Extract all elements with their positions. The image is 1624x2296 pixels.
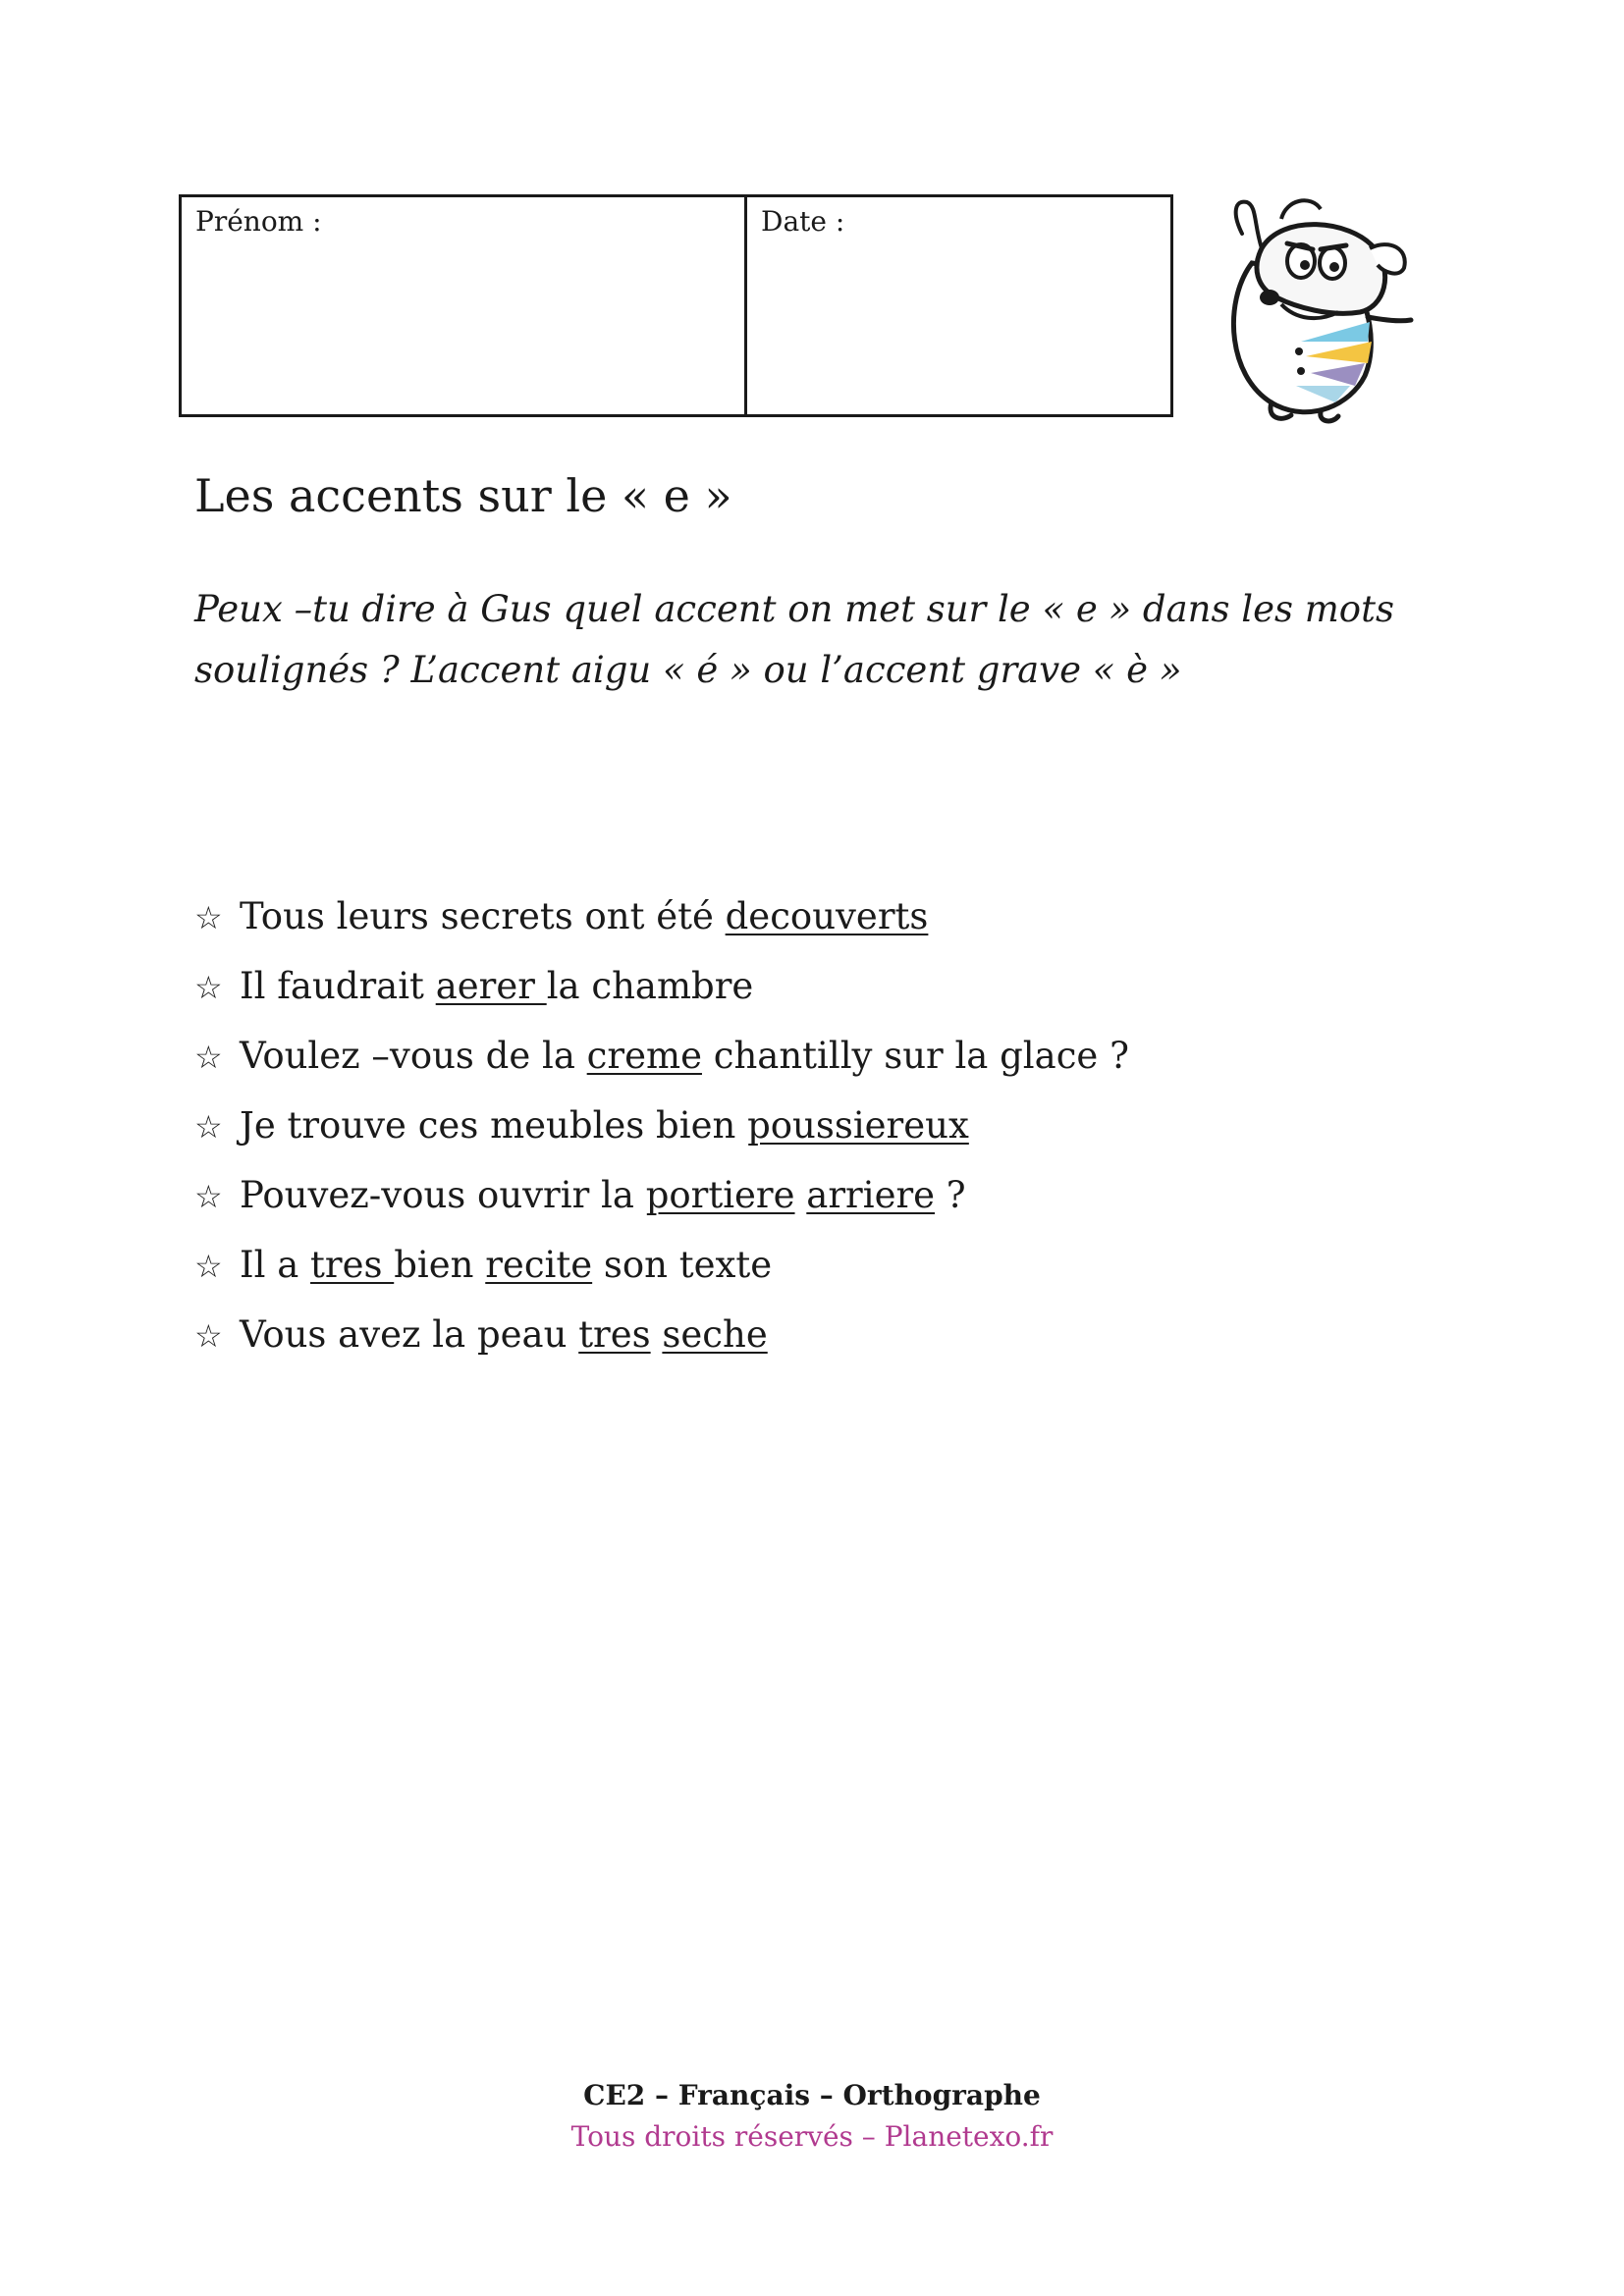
list-item <box>194 881 1129 951</box>
underlined-word: creme <box>586 1035 702 1077</box>
underlined-word: recite <box>485 1244 593 1286</box>
name-label: Prénom : <box>195 205 322 238</box>
underlined-word: poussiereux <box>747 1104 969 1147</box>
underlined-word: arriere <box>806 1174 936 1216</box>
star-icon: ☆ <box>194 1248 223 1285</box>
sentence-text: Je trouve ces meubles bien <box>240 1104 748 1147</box>
date-label: Date : <box>761 205 845 238</box>
student-info-table <box>179 194 1173 417</box>
list-item <box>194 1160 1129 1230</box>
sentence-text <box>795 1174 807 1216</box>
sentence-list <box>194 881 1129 1369</box>
underlined-word: tres <box>310 1244 395 1286</box>
star-icon: ☆ <box>194 1039 223 1076</box>
sentence-text: Pouvez-vous ouvrir la <box>240 1174 646 1216</box>
sentence-text: Il faudrait <box>240 965 436 1007</box>
sentence-text: son texte <box>592 1244 773 1286</box>
underlined-word: decouverts <box>725 895 929 937</box>
star-icon: ☆ <box>194 1178 223 1215</box>
star-icon: ☆ <box>194 1317 223 1355</box>
sentence-text: chantilly sur la glace ? <box>701 1035 1129 1077</box>
list-item <box>194 1021 1129 1091</box>
sentence-text: Il a <box>240 1244 311 1286</box>
page-title: Les accents sur le « e » <box>194 469 732 522</box>
list-item <box>194 1091 1129 1160</box>
sentence-text: ? <box>935 1174 966 1216</box>
sentence-text <box>651 1313 663 1356</box>
gus-mascot-icon <box>1203 194 1419 425</box>
list-item <box>194 1230 1129 1300</box>
sentence-text: bien <box>394 1244 486 1286</box>
underlined-word: seche <box>662 1313 768 1356</box>
underlined-word: aerer <box>435 965 547 1007</box>
star-icon: ☆ <box>194 969 223 1006</box>
footer-level: CE2 – Français – Orthographe <box>583 2079 1041 2111</box>
name-field[interactable] <box>182 197 747 414</box>
underlined-word: portiere <box>645 1174 795 1216</box>
sentence-text: la chambre <box>546 965 754 1007</box>
instruction-text: Peux –tu dire à Gus quel accent on met sur le « e » dans les mots soulignés ? L’accent aigu « é » ou l’accent grave « è » <box>194 588 1394 691</box>
underlined-word: tres <box>578 1313 651 1356</box>
date-field[interactable] <box>747 197 1170 414</box>
star-icon: ☆ <box>194 899 223 936</box>
list-item <box>194 1300 1129 1369</box>
star-icon: ☆ <box>194 1108 223 1146</box>
list-item <box>194 951 1129 1021</box>
sentence-text: Vous avez la peau <box>240 1313 579 1356</box>
sentence-text: Voulez –vous de la <box>240 1035 587 1077</box>
sentence-text: Tous leurs secrets ont été <box>240 895 726 937</box>
footer-copyright: Tous droits réservés – Planetexo.fr <box>570 2120 1054 2153</box>
